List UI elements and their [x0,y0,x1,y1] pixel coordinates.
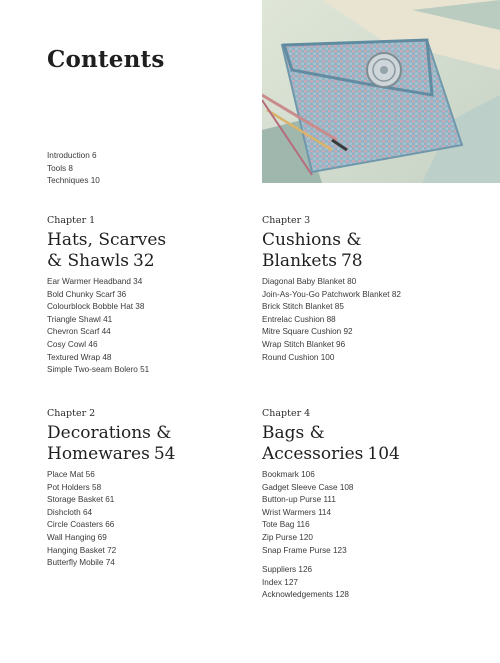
toc-entry: Tote Bag 116 [262,520,310,530]
toc-entry: Chevron Scarf 44 [47,327,111,337]
toc-entry: Dishcloth 64 [47,507,93,517]
toc-entry: Textured Wrap 48 [47,352,112,362]
back-matter-list [262,564,462,602]
chapter-1-section [47,215,247,377]
toc-entry: Mitre Square Cushion 92 [262,327,353,337]
page-title: Contents [47,46,165,73]
toc-entry: Techniques 10 [47,176,100,186]
toc-entry: Diagonal Baby Blanket 80 [262,277,357,286]
chapter-label: Chapter 4 [262,408,311,419]
chapter-2-section [47,408,247,570]
toc-entry: Bookmark 106 [262,470,315,479]
toc-entry: Wrist Warmers 114 [262,507,331,517]
cover-photo-knitted-purse [262,0,500,183]
chapter-title: Cushions & Blankets 78 [262,230,363,271]
front-matter-list [47,150,100,188]
toc-entry: Colourblock Bobble Hat 38 [47,302,145,312]
toc-entry: Button-up Purse 111 [262,495,336,505]
chapter-3-section [262,215,462,364]
toc-entry: Tools 8 [47,163,73,173]
toc-entry: Place Mat 56 [47,470,95,479]
chapter-title: Bags & Accessories 104 [262,423,400,464]
toc-entry: Index 127 [262,577,298,587]
chapter-4-section [262,408,462,602]
toc-entry: Acknowledgements 128 [262,590,349,600]
chapter-title: Decorations & Homewares 54 [47,423,176,464]
toc-entry: Hanging Basket 72 [47,545,117,555]
toc-entry: Join-As-You-Go Patchwork Blanket 82 [262,289,401,299]
toc-entry: Snap Frame Purse 123 [262,545,347,555]
toc-entry: Bold Chunky Scarf 36 [47,289,127,299]
toc-entry: Circle Coasters 66 [47,520,115,530]
toc-entry: Introduction 6 [47,151,97,160]
toc-entry: Cosy Cowl 46 [47,339,98,349]
chapter-title: Hats, Scarves & Shawls 32 [47,230,167,271]
toc-entry: Zip Purse 120 [262,532,313,542]
toc-entry: Ear Warmer Headband 34 [47,277,143,286]
toc-entry: Gadget Sleeve Case 108 [262,482,354,492]
chapter-label: Chapter 3 [262,215,311,226]
toc-entry: Wrap Stitch Blanket 96 [262,339,346,349]
toc-entry: Round Cushion 100 [262,352,335,362]
chapter-label: Chapter 2 [47,408,96,419]
toc-entry: Brick Stitch Blanket 85 [262,302,344,312]
chapter-page-number: 104 [367,444,400,464]
toc-entry: Simple Two-seam Bolero 51 [47,365,150,375]
chapter-page-number: 78 [340,251,363,271]
toc-entry: Butterfly Mobile 74 [47,558,115,568]
chapter-label: Chapter 1 [47,215,96,226]
toc-entry: Triangle Shawl 41 [47,314,113,324]
toc-entry: Storage Basket 61 [47,495,115,505]
toc-entry: Entrelac Cushion 88 [262,314,336,324]
toc-entry: Pot Holders 58 [47,482,102,492]
chapter-page-number: 54 [153,444,176,464]
toc-entry: Wall Hanging 69 [47,532,107,542]
chapter-page-number: 32 [132,251,155,271]
toc-entry: Suppliers 126 [262,565,313,575]
